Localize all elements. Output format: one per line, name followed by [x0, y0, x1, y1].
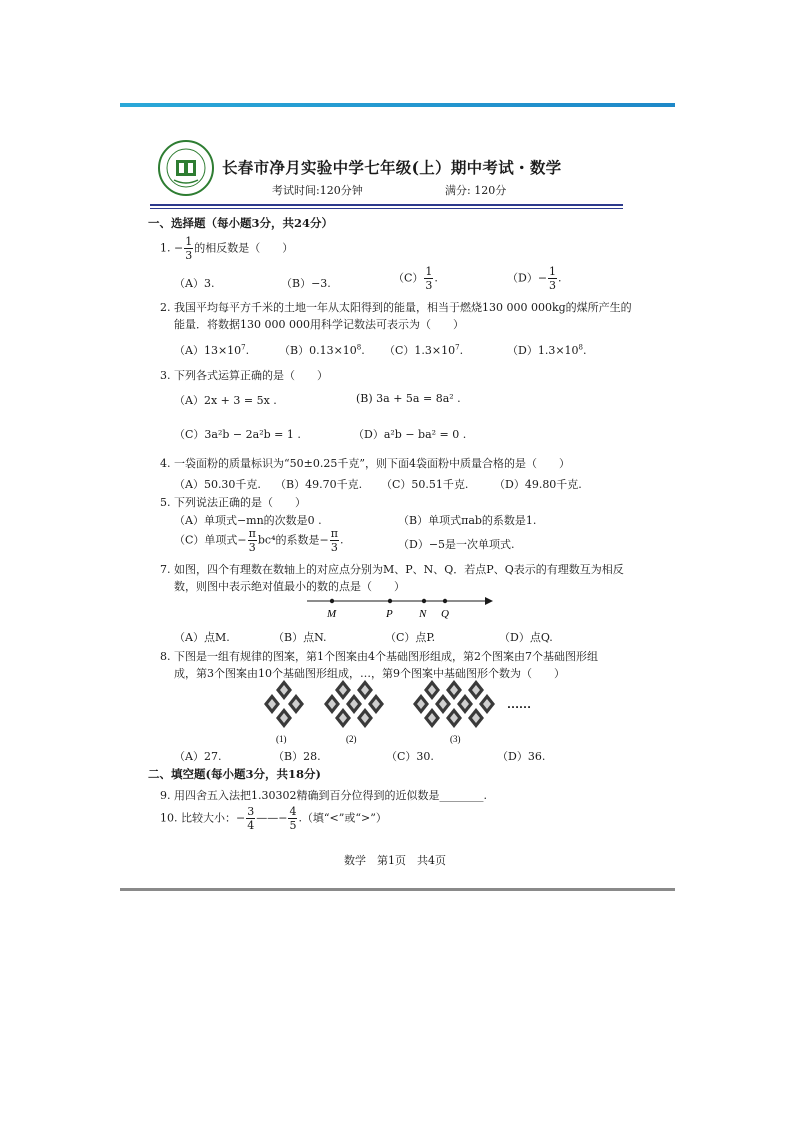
q5-option-c: （C）单项式− $\frac{\pi}{3}$ bc⁴的系数是− $\frac{\pi}{3}$ .	[174, 527, 344, 554]
section-1-title: 一、选择题（每小题3分，共24分）	[148, 216, 334, 230]
point-q	[443, 599, 447, 603]
q1-number: 1.	[160, 241, 171, 255]
q2-stem-line1: 2. 我国平均每平方千米的土地一年从太阳得到的能量，相当于燃烧130 000 000kg的煤所产生的	[160, 301, 632, 314]
q3-option-c: （C）3a²b − 2a²b = 1 .	[174, 428, 301, 441]
q5-option-b: （B）单项式πab的系数是1.	[398, 514, 537, 527]
question-1-stem	[160, 236, 293, 261]
header-rule-thin	[150, 208, 623, 209]
q5-option-d: （D）−5是一次单项式.	[398, 538, 515, 551]
q2-option-d: $(D)1.3\times 10^8$.	[507, 343, 587, 357]
q1-minus: −	[174, 241, 184, 255]
q8-option-a: （A）27.	[174, 750, 222, 763]
pattern-figure	[255, 680, 545, 746]
point-p	[388, 599, 392, 603]
q2-option-a: $(A)13\times 10^7$.	[174, 343, 250, 357]
bottom-rule	[120, 888, 675, 891]
q8-option-c: （C）30.	[386, 750, 434, 763]
q7-option-c: （C）点P.	[385, 631, 436, 644]
q4-stem: 4. 一袋面粉的质量标识为“50±0.25千克”，则下面4袋面粉中质量合格的是（ ）	[160, 457, 570, 470]
q8-option-b: （B）28.	[273, 750, 321, 763]
full-score: 满分: 120分	[445, 184, 507, 197]
q2-option-b: $(B)0.13\times 10^8$.	[279, 343, 365, 357]
pattern-2	[324, 680, 384, 728]
label-m: M	[327, 608, 337, 620]
q7-option-d: （D）点Q.	[499, 631, 553, 644]
school-logo	[158, 140, 214, 196]
q3-option-b: (B) 3a + 5a = 8a² .	[356, 392, 461, 405]
section-2-title: 二、填空题(每小题3分，共18分)	[148, 767, 321, 781]
q1-stem-text: 的相反数是（ ）	[194, 241, 294, 255]
q1-option-c: （C） $\frac{1}{3}$ .	[393, 265, 438, 292]
pattern-1	[264, 680, 304, 728]
page-footer: 数学 第1页 共4页	[344, 854, 446, 867]
caption-2: (2)	[346, 734, 357, 744]
point-m	[330, 599, 334, 603]
q7-stem-line2: 数，则图中表示绝对值最小的数的点是（ ）	[174, 580, 405, 593]
q3-stem: 3. 下列各式运算正确的是（ ）	[160, 369, 328, 382]
q8-option-d: （D）36.	[497, 750, 546, 763]
q8-stem-line1: 8. 下图是一组有规律的图案，第1个图案由4个基础图形组成，第2个图案由7个基础图形组	[160, 650, 598, 663]
q2-stem-line2: 能量．将数据130 000 000用科学记数法可表示为（ ）	[174, 318, 464, 331]
exam-title: 长春市净月实验中学七年级(上）期中考试・数学	[222, 158, 562, 177]
q7-stem-line1: 7. 如图，四个有理数在数轴上的对应点分别为M、P、N、Q．若点P、Q表示的有理数互为相反	[160, 563, 624, 576]
q5-stem: 5. 下列说法正确的是（ ）	[160, 496, 306, 509]
header-rule-thick	[150, 204, 623, 206]
question-9: 9. 用四舍五入法把1.30302精确到百分位得到的近似数是________.	[160, 789, 487, 802]
pattern-ellipsis: ……	[507, 697, 531, 711]
q7-option-b: （B）点N.	[273, 631, 327, 644]
q4-option-a: （A）50.30千克.	[174, 478, 261, 491]
caption-3: (3)	[450, 734, 461, 744]
exam-time: 考试时间:120分钟	[272, 184, 363, 197]
q3-option-d: （D）a²b − ba² = 0 .	[353, 428, 467, 441]
q1-fraction: $\frac{1}{3}$	[185, 235, 193, 262]
q3-option-a: （A）2x + 3 = 5x .	[174, 394, 277, 407]
label-n: N	[419, 608, 427, 620]
label-p: P	[386, 608, 393, 620]
question-10: 10. 比较大小：− $\frac{3}{4}$ ——− $\frac{4}{5}$ .（填“<”或“>”）	[160, 805, 387, 832]
q8-stem-line2: 成，第3个图案由10个基础图形组成，…，第9个图案中基础图形个数为（ ）	[174, 667, 565, 680]
q4-option-b: （B）49.70千克.	[275, 478, 363, 491]
q5-option-a: （A）单项式−mn的次数是0 .	[174, 514, 322, 527]
q1-option-b: （B）−3.	[281, 277, 331, 290]
q2-option-c: $(C)1.3\times 10^7$.	[384, 343, 464, 357]
pattern-3	[413, 680, 495, 728]
q4-option-d: （D）49.80千克.	[494, 478, 582, 491]
q7-option-a: （A）点M.	[174, 631, 230, 644]
q1-option-d: （D）− $\frac{1}{3}$ .	[507, 265, 562, 292]
top-accent-bar	[120, 103, 675, 107]
number-line	[305, 593, 495, 621]
point-n	[422, 599, 426, 603]
q1-option-a: （A）3.	[174, 277, 215, 290]
caption-1: (1)	[276, 734, 287, 744]
label-q: Q	[441, 608, 449, 620]
q4-option-c: （C）50.51千克.	[381, 478, 469, 491]
